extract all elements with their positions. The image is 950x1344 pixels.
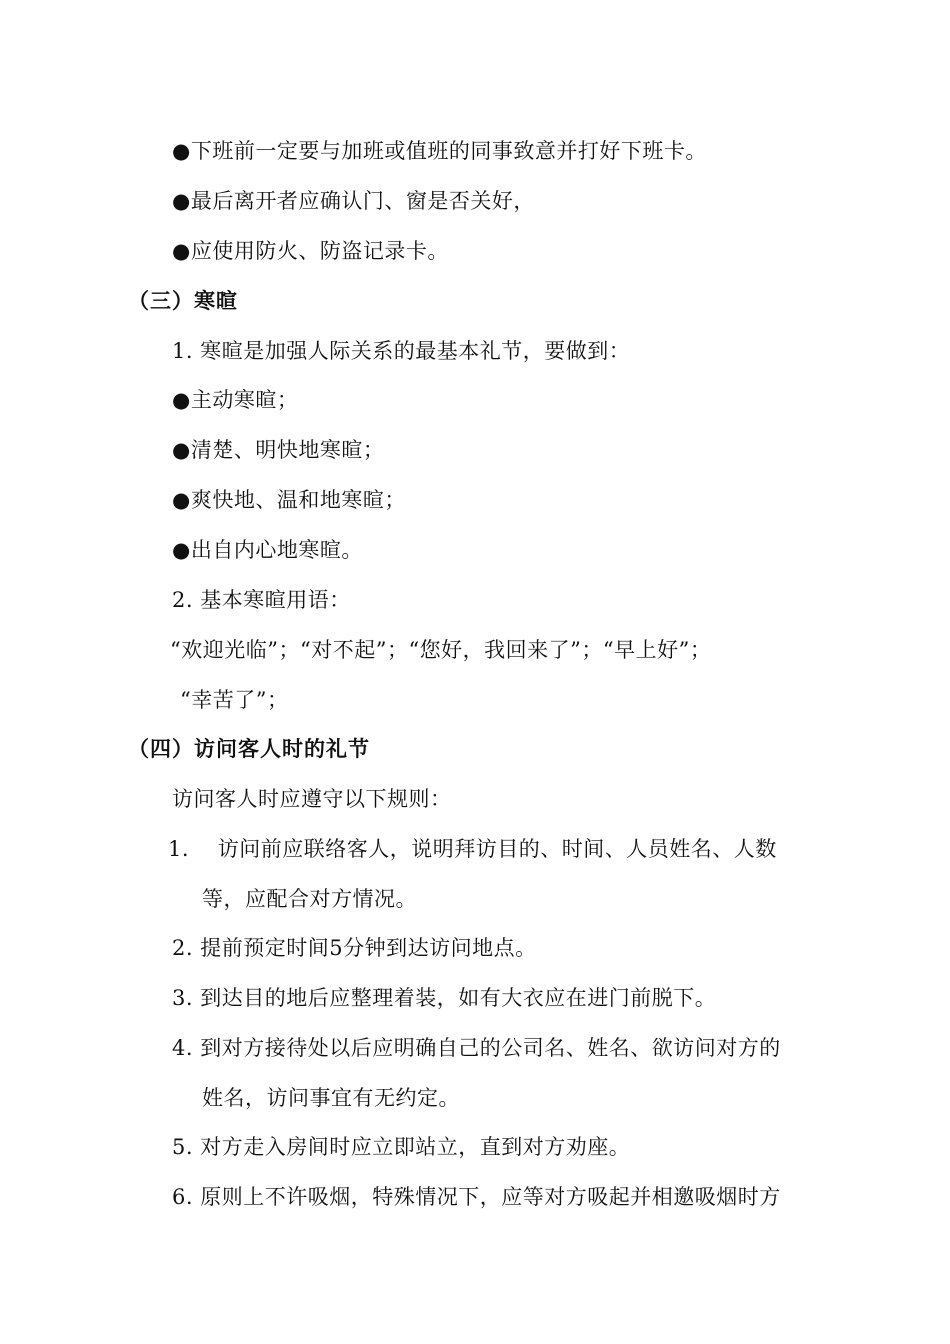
numbered-item: 2. 提前预定时间5分钟到达访问地点。 xyxy=(172,936,537,960)
bullet-line: ●出自内心地寒暄。 xyxy=(172,538,363,562)
numbered-item: 2. 基本寒暄用语： xyxy=(172,588,351,612)
section-heading-3: （三）寒暄 xyxy=(128,288,238,313)
numbered-item: 4. 到对方接待处以后应明确自己的公司名、姓名、欲访问对方的 xyxy=(172,1036,781,1060)
numbered-item: 5. 对方走入房间时应立即站立，直到对方劝座。 xyxy=(172,1135,631,1159)
bullet-line: ●最后离开者应确认门、窗是否关好， xyxy=(172,189,535,213)
intro-text: 访问客人时应遵守以下规则： xyxy=(172,787,452,811)
bullet-line: ●主动寒暄； xyxy=(172,388,299,412)
numbered-item: 1. 寒暄是加强人际关系的最基本礼节，要做到： xyxy=(172,339,631,363)
section-heading-4: （四）访问客人时的礼节 xyxy=(128,736,370,761)
bullet-line: ●下班前一定要与加班或值班的同事致意并打好下班卡。 xyxy=(172,139,707,163)
greeting-phrases: “幸苦了”； xyxy=(180,688,289,712)
numbered-item-continuation: 等，应配合对方情况。 xyxy=(202,887,417,911)
numbered-item-continuation: 姓名，访问事宜有无约定。 xyxy=(202,1086,460,1110)
numbered-item: 6. 原则上不许吸烟，特殊情况下，应等对方吸起并相邀吸烟时方 xyxy=(172,1185,781,1209)
numbered-item: 1. 访问前应联络客人，说明拜访目的、时间、人员姓名、人数 xyxy=(168,837,777,861)
bullet-line: ●清楚、明快地寒暄； xyxy=(172,438,385,462)
greeting-phrases: “欢迎光临”；“对不起”；“您好，我回来了”；“早上好”； xyxy=(170,638,712,662)
bullet-line: ●应使用防火、防盗记录卡。 xyxy=(172,239,449,263)
numbered-item: 3. 到达目的地后应整理着装，如有大衣应在进门前脱下。 xyxy=(172,986,717,1010)
bullet-line: ●爽快地、温和地寒暄； xyxy=(172,488,406,512)
